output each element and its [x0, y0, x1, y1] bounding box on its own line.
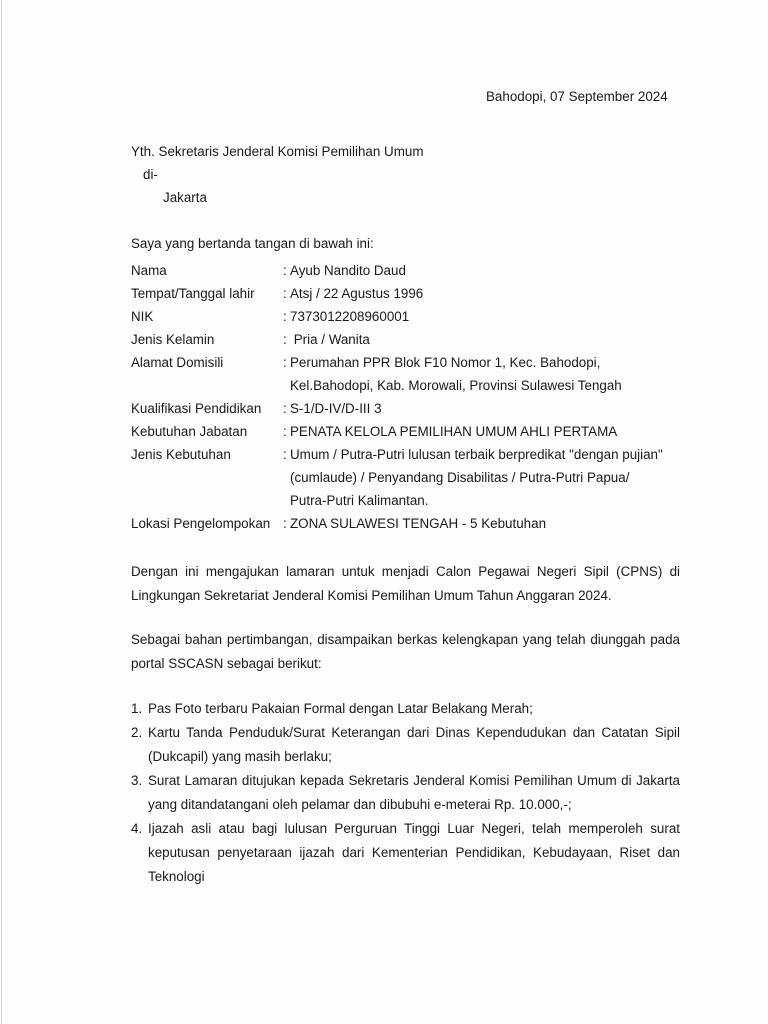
- recipient-di: di-: [143, 167, 158, 182]
- recipient-block: [131, 143, 423, 212]
- field-value: 7373012208960001: [290, 309, 410, 324]
- field-value: ZONA SULAWESI TENGAH - 5 Kebutuhan: [290, 516, 547, 531]
- field-row-nik: NIK : 7373012208960001: [131, 305, 691, 328]
- field-value: Umum / Putra-Putri lulusan terbaik berpredikat "dengan pujian" (cumlaude) / Penyandang Disabilitas / Putra-Putri Papua/ Putra-Putri Kalimantan.: [290, 447, 663, 508]
- intro-line: Saya yang bertanda tangan di bawah ini:: [131, 236, 374, 251]
- list-item: 1. Pas Foto terbaru Pakaian Formal dengan Latar Belakang Merah;: [131, 701, 533, 716]
- list-item: 4. Ijazah asli atau bagi lulusan Perguruan Tinggi Luar Negeri, telah memperoleh surat keputusan penyetaraan ijazah dari Kementerian Pendidikan, Kebudayaan, Riset dan Teknologi: [131, 821, 680, 884]
- field-label: Kualifikasi Pendidikan: [131, 401, 262, 416]
- page-edge: [1, 0, 2, 1024]
- field-label: Tempat/Tanggal lahir: [131, 286, 255, 301]
- field-row-lokasi: Lokasi Pengelompokan : ZONA SULAWESI TENGAH - 5 Kebutuhan: [131, 512, 691, 535]
- list-item: 2. Kartu Tanda Penduduk/Surat Keterangan dari Dinas Kependudukan dan Catatan Sipil (Dukcapil) yang masih berlaku;: [131, 725, 680, 764]
- attachments-paragraph: Sebagai bahan pertimbangan, disampaikan berkas kelengkapan yang telah diunggah pada portal SSCASN sebagai berikut:: [131, 632, 680, 671]
- field-row-alamat: Alamat Domisili : Perumahan PPR Blok F10 Nomor 1, Kec. Bahodopi, Kel.Bahodopi, Kab. Morowali, Provinsi Sulawesi Tengah: [131, 351, 691, 397]
- field-label: Kebutuhan Jabatan: [131, 424, 248, 439]
- field-label: Nama: [131, 263, 167, 278]
- field-value: Perumahan PPR Blok F10 Nomor 1, Kec. Bahodopi, Kel.Bahodopi, Kab. Morowali, Provinsi Sulawesi Tengah: [290, 355, 622, 393]
- list-item: 3. Surat Lamaran ditujukan kepada Sekretaris Jenderal Komisi Pemilihan Umum di Jakarta yang ditandatangani oleh pelamar dan dibubuhi e-meterai Rp. 10.000,-;: [131, 773, 680, 812]
- field-label: NIK: [131, 309, 154, 324]
- recipient-title: Yth. Sekretaris Jenderal Komisi Pemilihan Umum: [131, 144, 424, 159]
- field-label: Jenis Kebutuhan: [131, 447, 231, 462]
- field-value: Pria / Wanita: [290, 332, 370, 347]
- field-row-jenis-kebutuhan: Jenis Kebutuhan : Umum / Putra-Putri lulusan terbaik berpredikat "dengan pujian" (cumlaude) / Penyandang Disabilitas / Putra-Putri Papua/ Putra-Putri Kalimantan.: [131, 443, 691, 512]
- field-label: Lokasi Pengelompokan: [131, 516, 271, 531]
- attachments-list: [131, 697, 680, 889]
- field-value: PENATA KELOLA PEMILIHAN UMUM AHLI PERTAMA: [290, 424, 618, 439]
- field-value: Ayub Nandito Daud: [290, 263, 406, 278]
- field-row-ttl: Tempat/Tanggal lahir : Atsj / 22 Agustus 1996: [131, 282, 691, 305]
- field-row-jenis-kelamin: Jenis Kelamin : Pria / Wanita: [131, 328, 691, 351]
- field-label: Jenis Kelamin: [131, 332, 215, 347]
- place-date: Bahodopi, 07 September 2024: [486, 89, 668, 104]
- application-paragraph: Dengan ini mengajukan lamaran untuk menjadi Calon Pegawai Negeri Sipil (CPNS) di Lingkungan Sekretariat Jenderal Komisi Pemilihan Umum Tahun Anggaran 2024.: [131, 564, 680, 603]
- applicant-fields: [131, 259, 691, 535]
- field-row-kualifikasi: Kualifikasi Pendidikan : S-1/D-IV/D-III 3: [131, 397, 691, 420]
- field-value: Atsj / 22 Agustus 1996: [290, 286, 424, 301]
- field-label: Alamat Domisili: [131, 355, 224, 370]
- recipient-city: Jakarta: [163, 190, 207, 205]
- field-row-nama: Nama : Ayub Nandito Daud: [131, 259, 691, 282]
- field-value: S-1/D-IV/D-III 3: [290, 401, 382, 416]
- field-row-jabatan: Kebutuhan Jabatan : PENATA KELOLA PEMILIHAN UMUM AHLI PERTAMA: [131, 420, 691, 443]
